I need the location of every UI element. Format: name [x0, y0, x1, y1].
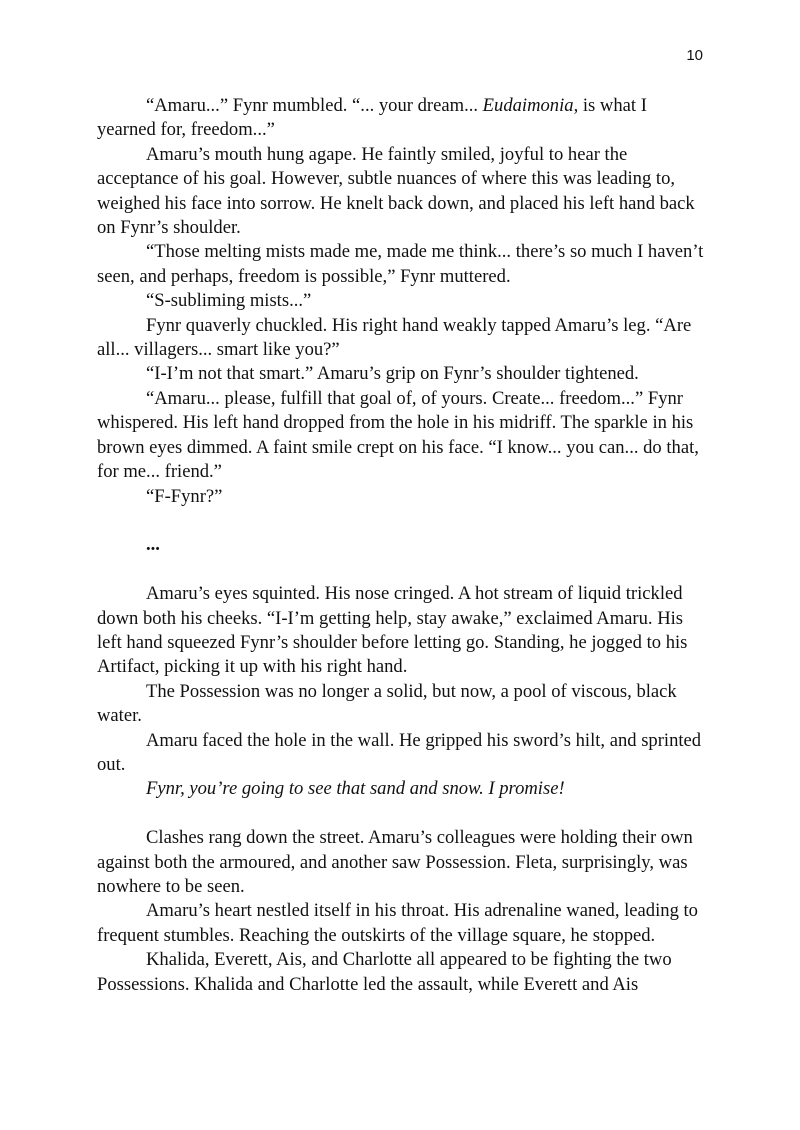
- text-segment: Khalida, Everett, Ais, and Charlotte all appeared to be fighting the two Possessions. Khalida and Charlotte led the assault, while Everett and Ais: [97, 949, 672, 995]
- text-segment: Amaru’s eyes squinted. His nose cringed. A hot stream of liquid trickled down both his cheeks. “I-I’m getting help, stay awake,” exclaimed Amaru. His left hand squeezed Fynr’s shoulder before letting go. Standing, he jogged to his Artifact, picking it up with his right hand.: [97, 583, 688, 678]
- text-segment: Fynr quaverly chuckled. His right hand weakly tapped Amaru’s leg. “Are all... villagers... smart like you?”: [97, 314, 692, 361]
- paragraph-spacer: [97, 558, 707, 582]
- paragraph: [97, 362, 707, 386]
- text-segment: “F-Fynr?”: [146, 485, 223, 507]
- paragraph-spacer: [97, 802, 707, 826]
- paragraph-spacer: [97, 509, 707, 533]
- paragraph: [97, 289, 707, 313]
- paragraph: [97, 826, 707, 899]
- paragraph: [97, 240, 707, 289]
- paragraph: [97, 387, 707, 485]
- text-segment: Amaru faced the hole in the wall. He gripped his sword’s hilt, and sprinted out.: [97, 729, 702, 775]
- page-number: 10: [686, 47, 703, 64]
- text-segment: “Amaru...” Fynr mumbled. “... your dream...: [146, 95, 483, 116]
- text-segment: “S-subliming mists...”: [146, 290, 312, 312]
- paragraph: [97, 680, 707, 729]
- scene-break: [97, 533, 707, 557]
- text-segment: , is what I yearned for, freedom...”: [97, 95, 647, 141]
- paragraph: [97, 948, 707, 997]
- text-segment: ...: [146, 534, 160, 556]
- text-segment: The Possession was no longer a solid, but now, a pool of viscous, black water.: [97, 680, 677, 727]
- text-segment: Amaru’s heart nestled itself in his throat. His adrenaline waned, leading to frequent stumbles. Reaching the outskirts of the village square, he stopped.: [97, 900, 698, 946]
- paragraph: [97, 729, 707, 778]
- text-segment: Amaru’s mouth hung agape. He faintly smiled, joyful to hear the acceptance of his goal. However, subtle nuances of where this was leading to, weighed his face into sorrow. He knelt back down, and placed his left hand back on Fynr’s shoulder.: [97, 143, 695, 239]
- italic-text: Eudaimonia: [482, 95, 574, 116]
- document-body: [97, 94, 707, 997]
- paragraph: [97, 485, 707, 509]
- paragraph: [97, 314, 707, 363]
- text-segment: “Amaru... please, fulfill that goal of, of yours. Create... freedom...” Fynr whispered. His left hand dropped from the hole in his midriff. The sparkle in his brown eyes dimmed. A faint smile crept on his face. “I know... you can... do that, for me... friend.”: [97, 387, 699, 483]
- text-segment: “Those melting mists made me, made me think... there’s so much I haven’t seen, and perhaps, freedom is possible,” Fynr muttered.: [97, 241, 704, 287]
- paragraph: [97, 94, 707, 143]
- text-segment: Clashes rang down the street. Amaru’s colleagues were holding their own against both the armoured, and another saw Possession. Fleta, surprisingly, was nowhere to be seen.: [97, 827, 693, 897]
- paragraph: [97, 899, 707, 948]
- text-segment: “I-I’m not that smart.” Amaru’s grip on Fynr’s shoulder tightened.: [146, 363, 639, 385]
- italic-text: Fynr, you’re going to see that sand and snow. I promise!: [146, 778, 565, 800]
- paragraph: [97, 777, 707, 801]
- paragraph: [97, 143, 707, 241]
- paragraph: [97, 582, 707, 680]
